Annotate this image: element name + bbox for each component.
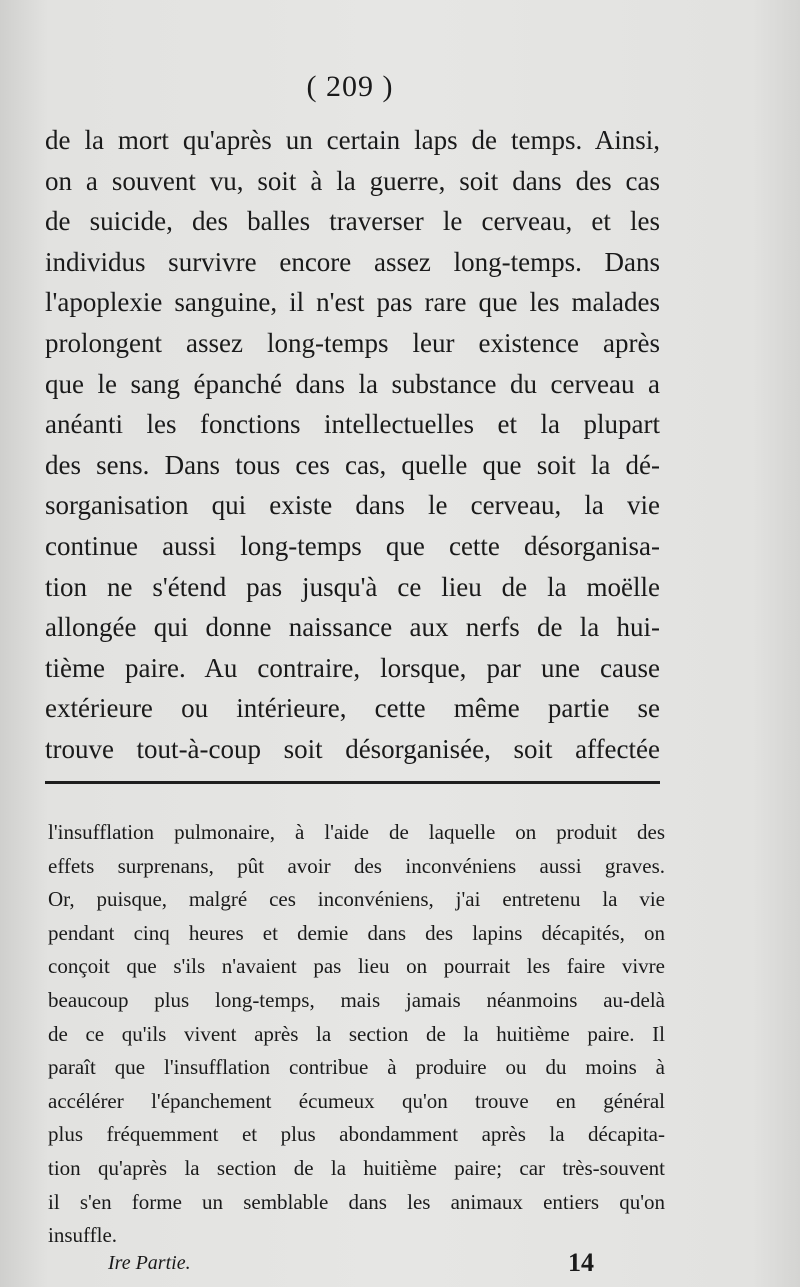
footnote-line: de ce qu'ils vivent après la section de la huitième paire. Il [48, 1021, 665, 1046]
footnote-line: conçoit que s'ils n'avaient pas lieu on pourrait les faire vivre [48, 954, 665, 979]
main-text-line: tième paire. Au contraire, lorsque, par une cause [45, 652, 660, 683]
footnote-divider-rule [45, 781, 660, 784]
footnote-line: accélérer l'épanchement écumeux qu'on trouve en général [48, 1088, 665, 1113]
main-text-line: de suicide, des balles traverser le cerveau, et les [45, 206, 660, 237]
main-text [45, 120, 660, 770]
main-text-line: on a souvent vu, soit à la guerre, soit dans des cas [45, 165, 660, 196]
footnote-line: Or, puisque, malgré ces inconvéniens, j'ai entretenu la vie [48, 887, 665, 912]
main-text-line: allongée qui donne naissance aux nerfs de la hui- [45, 612, 660, 643]
footnote-line: tion qu'après la section de la huitième paire; car très-souvent [48, 1155, 665, 1180]
main-text-line: tion ne s'étend pas jusqu'à ce lieu de la moëlle [45, 571, 660, 602]
footnote-line: l'insufflation pulmonaire, à l'aide de laquelle on produit des [48, 820, 665, 844]
main-text-line: de la mort qu'après un certain laps de temps. Ainsi, [45, 125, 660, 155]
main-text-line: l'apoplexie sanguine, il n'est pas rare que les malades [45, 287, 660, 318]
footnote-line: paraît que l'insufflation contribue à produire ou du moins à [48, 1055, 665, 1080]
main-text-line: que le sang épanché dans la substance du cerveau a [45, 368, 660, 399]
main-text-line: des sens. Dans tous ces cas, quelle que soit la dé- [45, 449, 660, 480]
gathering-signature-number: 14 [568, 1248, 594, 1277]
main-text-line: sorganisation qui existe dans le cerveau, la vie [45, 490, 660, 521]
main-text-line: anéanti les fonctions intellectuelles et la plupart [45, 409, 660, 440]
footnote-text [48, 816, 665, 1253]
footnote-line: effets surprenans, pût avoir des inconvéniens aussi graves. [48, 853, 665, 878]
footnote-line: il s'en forme un semblable dans les animaux entiers qu'on [48, 1189, 665, 1214]
printer-signature-mark: Ire Partie. [108, 1252, 191, 1274]
main-text-line: prolongent assez long-temps leur existence après [45, 327, 660, 358]
main-text-line: continue aussi long-temps que cette désorganisa- [45, 530, 660, 561]
page-number: ( 209 ) [306, 70, 394, 103]
footnote-line: pendant cinq heures et demie dans des lapins décapités, on [48, 920, 665, 945]
footnote-line: beaucoup plus long-temps, mais jamais néanmoins au-delà [48, 987, 665, 1012]
footnote-line: insuffle. [48, 1223, 118, 1248]
main-text-line: trouve tout-à-coup soit désorganisée, soit affectée [45, 733, 660, 764]
main-text-line: individus survivre encore assez long-temps. Dans [45, 246, 660, 277]
footnote-line: plus fréquemment et plus abondamment après la décapita- [48, 1122, 665, 1147]
main-text-line: extérieure ou intérieure, cette même partie se [45, 693, 660, 724]
